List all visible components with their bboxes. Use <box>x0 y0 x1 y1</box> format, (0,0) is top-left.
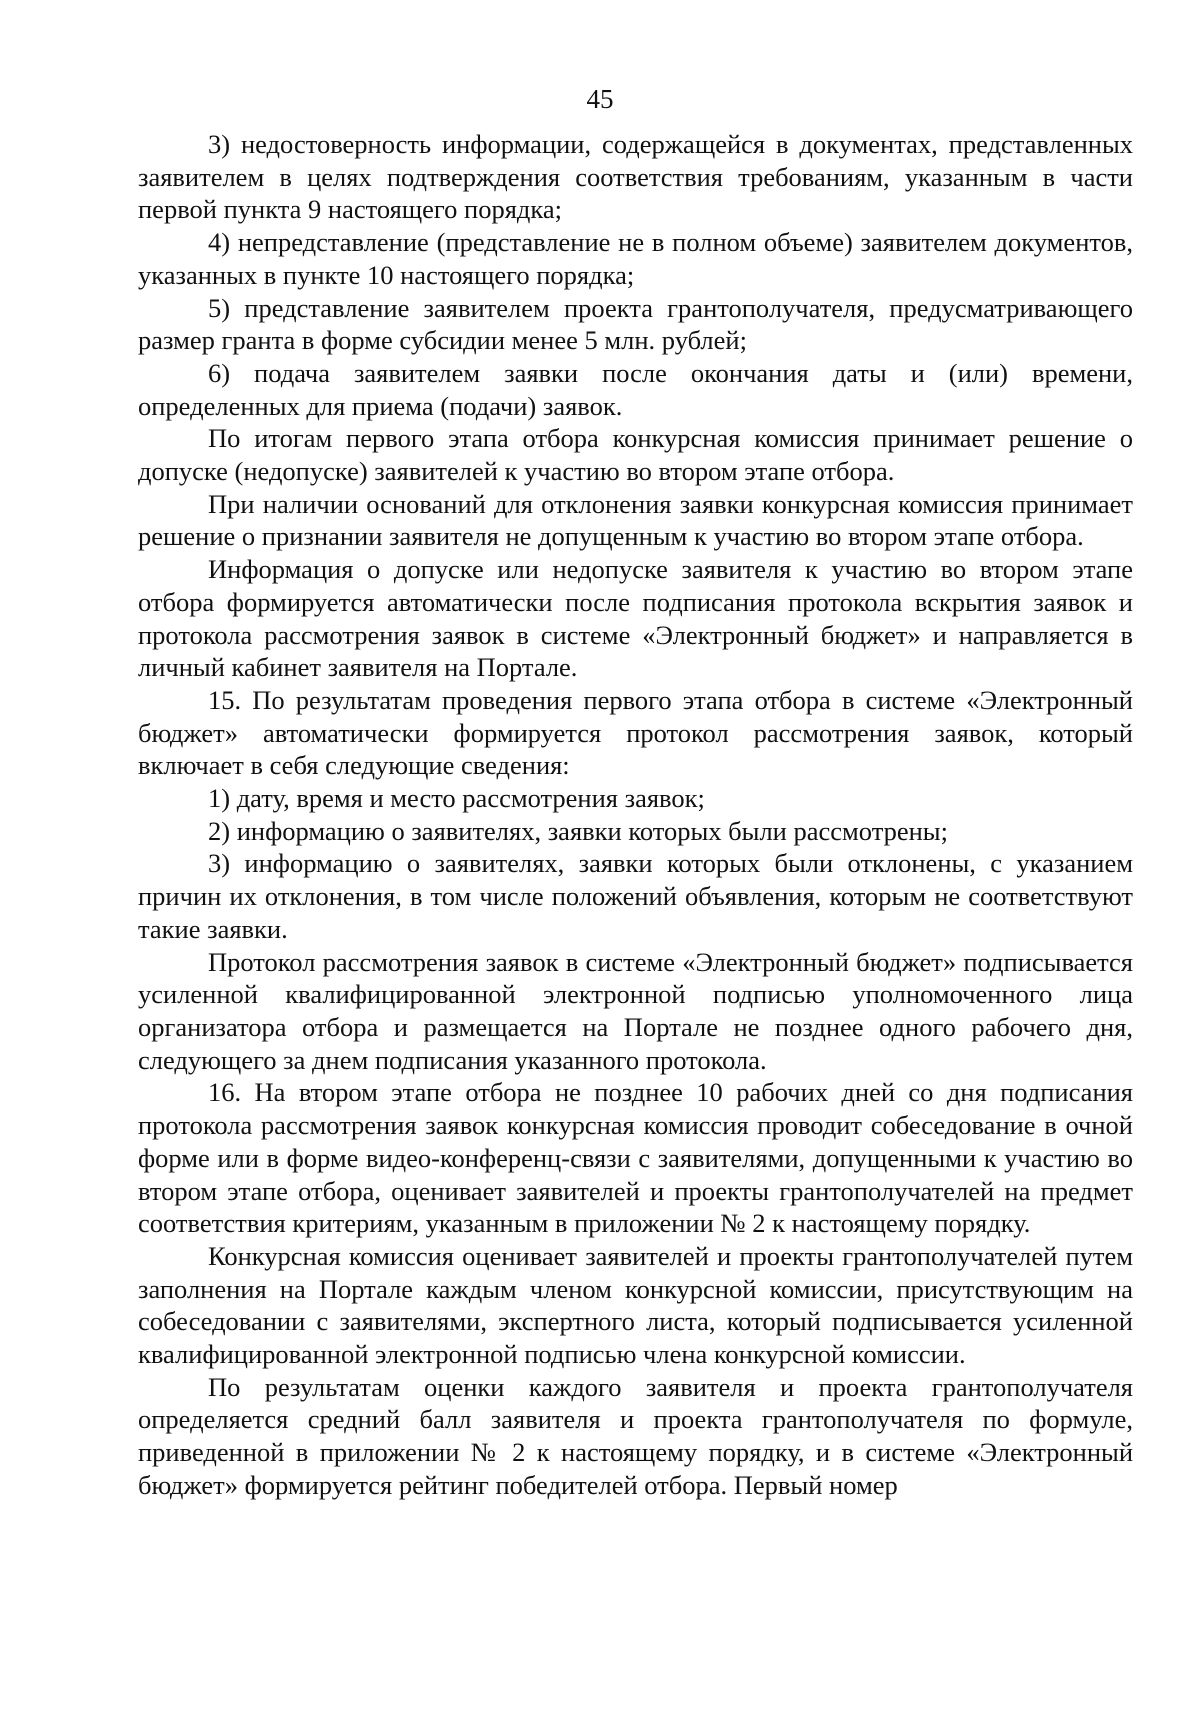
paragraph-item-4: 4) непредставление (представление не в полном объеме) заявителем документов, указанных в пункте 10 настоящего порядка; <box>138 227 1133 290</box>
paragraph-admission-info: Информация о допуске или недопуске заявителя к участию во втором этапе отбора формируется автоматически после подписания протокола вскрытия заявок и протокола рассмотрения заявок в системе «Электронный бюджет» и направляется в личный кабинет заявителя на Портале. <box>138 554 1133 683</box>
paragraph-item-6: 6) подача заявителем заявки после окончания даты и (или) времени, определенных для приема (подачи) заявок. <box>138 357 1133 421</box>
paragraph-section-16: 16. На втором этапе отбора не позднее 10 рабочих дней со дня подписания протокола рассмотрения заявок конкурсная комиссия проводит собеседование в очной форме или в форме видео-конференц-связи с заявителями, допущенными к участию во втором этапе отбора, оценивает заявителей и проекты грантополучателей на предмет соответствия критериям, указанным в приложении № 2 к настоящему порядку. <box>138 1077 1133 1239</box>
paragraph-15-item-3: 3) информацию о заявителях, заявки которых были отклонены, с указанием причин их отклонения, в том числе положений объявления, которым не соответствуют такие заявки. <box>138 848 1133 944</box>
paragraph-15-item-2: 2) информацию о заявителях, заявки которых были рассмотрены; <box>208 815 948 846</box>
document-body <box>138 128 1133 1502</box>
paragraph-protocol-signing: Протокол рассмотрения заявок в системе «Электронный бюджет» подписывается усиленной квалифицированной электронной подписью уполномоченного лица организатора отбора и размещается на Портале не позднее одного рабочего дня, следующего за днем подписания указанного протокола. <box>138 946 1133 1075</box>
paragraph-rating-results: По результатам оценки каждого заявителя и проекта грантополучателя определяется средний балл заявителя и проекта грантополучателя по формуле, приведенной в приложении № 2 к настоящему порядку, и в системе «Электронный бюджет» формируется рейтинг победителей отбора. Первый номер <box>138 1371 1133 1500</box>
paragraph-first-stage-decision: По итогам первого этапа отбора конкурсная комиссия принимает решение о допуске (недопуске) заявителей к участию во втором этапе отбора. <box>138 423 1133 487</box>
paragraph-15-item-1: 1) дату, время и место рассмотрения заявок; <box>208 783 705 814</box>
page-number: 45 <box>586 84 614 114</box>
paragraph-section-15: 15. По результатам проведения первого этапа отбора в системе «Электронный бюджет» автоматически формируется протокол рассмотрения заявок, который включает в себя следующие сведения: <box>138 684 1133 781</box>
paragraph-item-5: 5) представление заявителем проекта грантополучателя, предусматривающего размер гранта в форме субсидии менее 5 млн. рублей; <box>138 292 1133 356</box>
paragraph-item-3: 3) недостоверность информации, содержащейся в документах, представленных заявителем в целях подтверждения соответствия требованиям, указанным в части первой пункта 9 настоящего порядка; <box>138 129 1133 225</box>
paragraph-rejection-decision: При наличии оснований для отклонения заявки конкурсная комиссия принимает решение о признании заявителя не допущенным к участию во втором этапе отбора. <box>138 488 1133 552</box>
paragraph-commission-evaluation: Конкурсная комиссия оценивает заявителей и проекты грантополучателей путем заполнения на Портале каждым членом конкурсной комиссии, присутствующим на собеседовании с заявителями, экспертного листа, который подписывается усиленной квалифицированной электронной подписью члена конкурсной комиссии. <box>138 1240 1133 1370</box>
